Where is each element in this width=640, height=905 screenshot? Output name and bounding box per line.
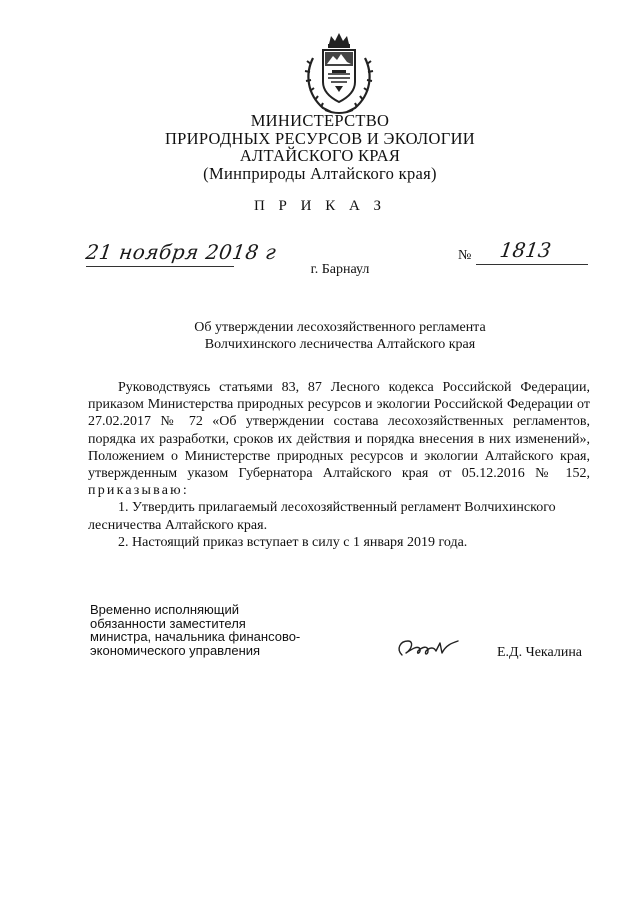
subject-line-1: Об утверждении лесохозяйственного регламента [194, 320, 486, 335]
item-2: 2. Настоящий приказ вступает в силу с 1 января 2019 года. [118, 534, 468, 550]
position-line-1: Временно исполняющий [90, 602, 240, 617]
order-body [88, 379, 590, 551]
ministry-heading [0, 112, 640, 182]
ministry-short-name: (Минприроды Алтайского края) [203, 163, 437, 183]
item-1: 1. Утвердить прилагаемый лесохозяйственный регламент Волчихинского лесничества Алтайского края. [88, 500, 556, 533]
directive-word: приказываю: [88, 483, 189, 499]
position-line-2: обязанности заместителя [90, 615, 246, 631]
position-line-3: министра, начальника финансово- [90, 629, 301, 644]
order-title: П Р И К А З [253, 198, 387, 214]
ministry-line-2: ПРИРОДНЫХ РЕСУРСОВ И ЭКОЛОГИИ [164, 128, 476, 148]
signatory-name: Е.Д. Чекалина [497, 645, 583, 660]
ministry-line-1: МИНИСТЕРСТВО [250, 111, 390, 130]
order-date: 21 ноября 2018 г [84, 240, 278, 264]
position-line-4: экономического управления [90, 642, 261, 658]
preamble-paragraph [88, 379, 590, 499]
order-number: 1813 [498, 238, 553, 262]
coat-of-arms-icon [301, 30, 377, 116]
order-subject [0, 319, 640, 353]
ministry-line-3: АЛТАЙСКОГО КРАЯ [239, 146, 401, 165]
signatory-position [90, 603, 300, 657]
subject-line-2: Волчихинского лесничества Алтайского края [204, 337, 476, 352]
signature-icon [394, 635, 462, 665]
city-line: г. Барнаул [310, 262, 370, 277]
number-sign: № [458, 248, 472, 263]
preamble-text: Руководствуясь статьями 83, 87 Лесного кодекса Российской Федерации, приказом Министерства природных ресурсов и экологии Российской Федерации от 27.02.2017 № 72 «Об утверждении состава лесохозяйственных регламентов, порядка их разработки, сроков их действия и порядка внесения в них изменений», Положением о Министерстве природных ресурсов и экологии Алтайского края, утвержденным указом Губернатора Алтайского края от 05.12.2016 № 152, [88, 380, 590, 482]
